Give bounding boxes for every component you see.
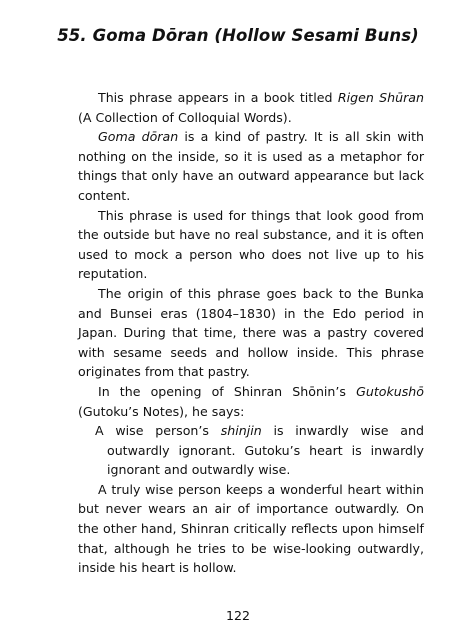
term-shinjin: shinjin — [220, 423, 262, 439]
paragraph-4: The origin of this phrase goes back to the Bunka and Bunsei eras (1804–1830) in the Edo period in Japan. During that time, there was a pastry covered with sesame seeds and hollow inside. This phrase originates from that pastry. — [78, 285, 424, 380]
page-number: 122 — [225, 608, 251, 623]
paragraph-1 — [78, 88, 424, 127]
paragraph-2 — [78, 127, 424, 205]
paragraph-5 — [78, 382, 424, 421]
paragraph-5-text-c: (Gutoku’s Notes), he says: — [78, 403, 245, 419]
paragraph-5-text-a: In the opening of Shinran Shōnin’s — [98, 383, 357, 399]
book-title-gutokusho: Gutokushō — [356, 383, 424, 399]
quote-text-a: A wise person’s — [95, 423, 221, 439]
quote-text-c: is inwardly wise and outwardly ignorant. Gutoku’s heart is inwardly ignorant and outwardly wise. — [107, 423, 425, 478]
paragraph-1-text-a: This phrase appears in a book titled — [98, 90, 338, 105]
paragraph-1-text-c: (A Collection of Colloquial Words). — [78, 109, 292, 125]
paragraph-6: A truly wise person keeps a wonderful heart within but never wears an air of importance outwardly. On the other hand, Shinran critically reflects upon himself that, although he tries to be wise-looking outwardly, inside his heart is hollow. — [78, 481, 424, 576]
block-quote — [90, 421, 424, 480]
paragraph-2-text: is a kind of pastry. It is all skin with nothing on the inside, so it is used as a metaphor for things that only have an outward appearance but lack content. — [78, 129, 424, 203]
book-title-rigen-shuran: Rigen Shūran — [337, 90, 425, 105]
term-goma-doran: Goma dōran — [98, 129, 179, 145]
chapter-title: 55. Goma Dōran (Hollow Sesami Buns) — [57, 26, 419, 45]
paragraph-3: This phrase is used for things that look good from the outside but have no real substance, and it is often used to mock a person who does not live up to his reputation. — [78, 207, 424, 282]
body-text — [78, 88, 424, 578]
